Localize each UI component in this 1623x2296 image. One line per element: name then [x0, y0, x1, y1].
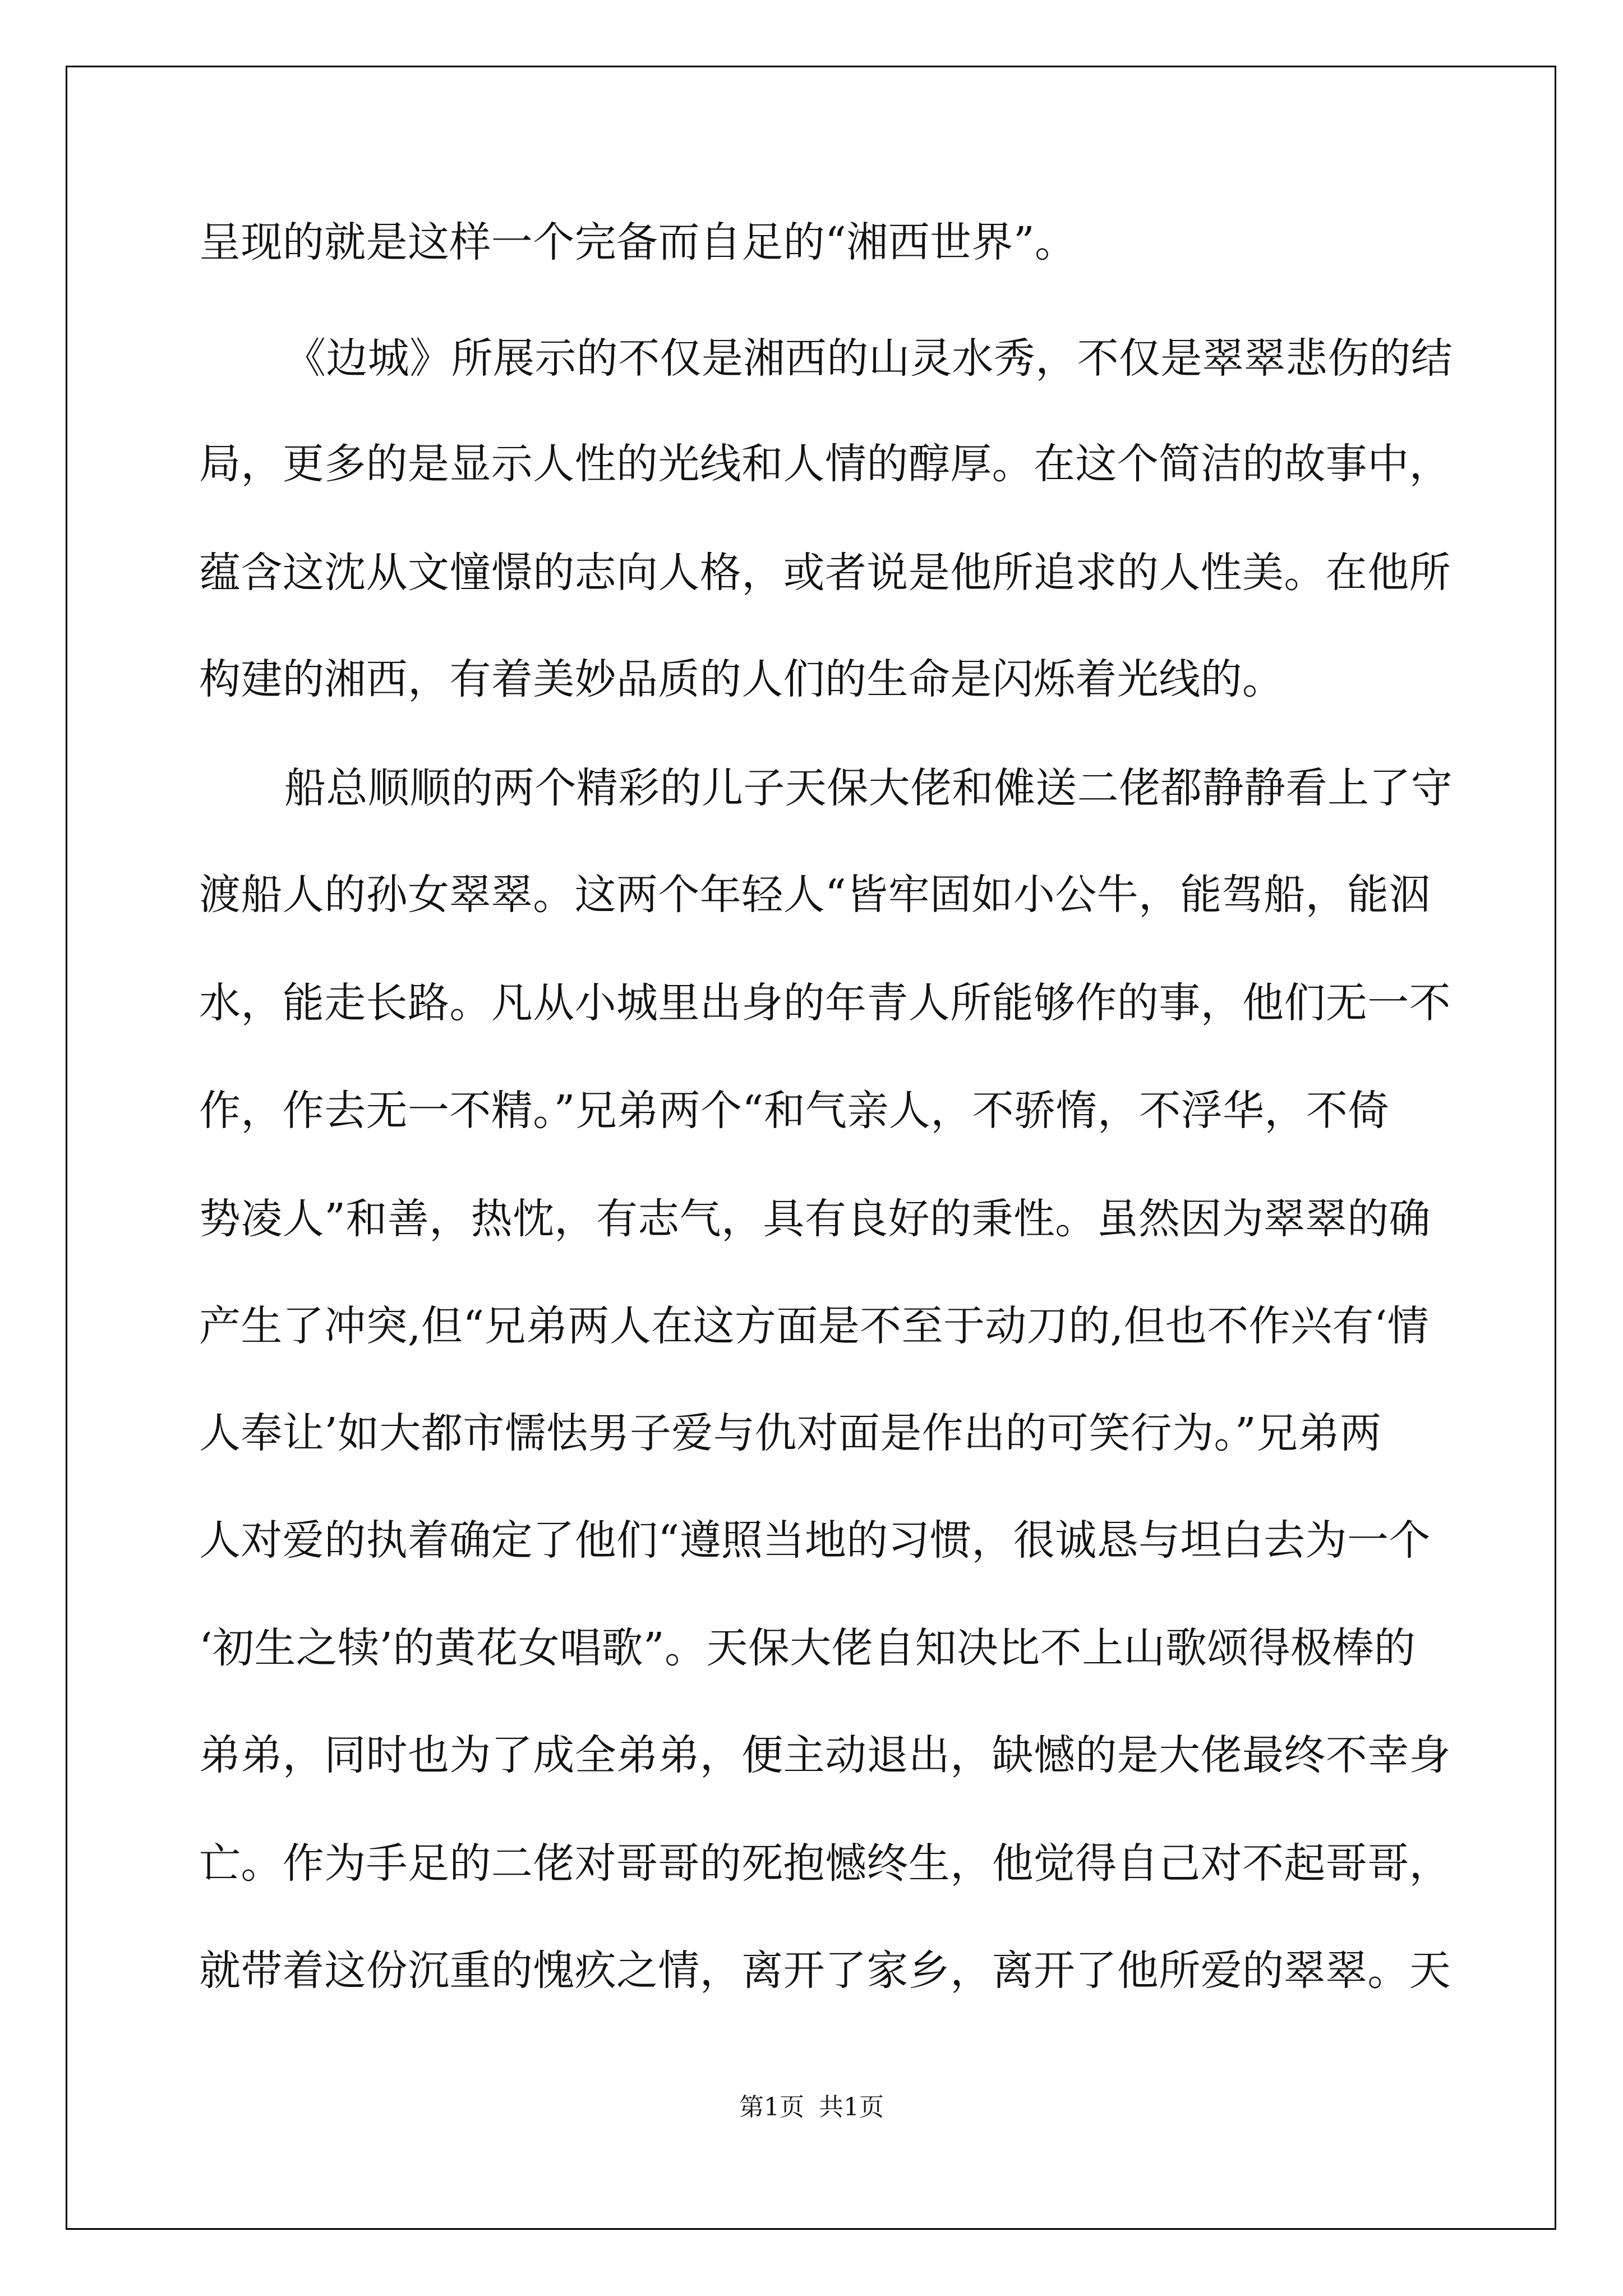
text-line: 弟弟，同时也为了成全弟弟，便主动退出，缺憾的是大佬最终不幸身: [199, 1731, 1451, 1779]
text-line: 人奉让’如大都市懦怯男子爱与仇对面是作出的可笑行为。”兄弟两: [199, 1409, 1382, 1457]
text-line: 蕴含这沈从文憧憬的志向人格，或者说是他所追求的人性美。在他所: [199, 549, 1451, 597]
text-line: 构建的湘西，有着美妙品质的人们的生命是闪烁着光线的。: [199, 655, 1284, 703]
text-line: ‘初生之犊’的黄花女唱歌”。天保大佬自知决比不上山歌颂得极棒的: [199, 1624, 1416, 1672]
text-line: 《边城》所展示的不仅是湘西的山灵水秀，不仅是翠翠悲伤的结: [284, 334, 1453, 383]
page-total: 共1页: [819, 2093, 884, 2122]
text-line: 亡。作为手足的二佬对哥哥的死抱憾终生，他觉得自己对不起哥哥，: [199, 1839, 1451, 1888]
text-line: 就带着这份沉重的愧疚之情，离开了家乡，离开了他所爱的翠翠。天: [199, 1947, 1451, 1995]
text-line: 水，能走长路。凡从小城里出身的年青人所能够作的事，他们无一不: [199, 979, 1451, 1027]
page-border: [66, 66, 1556, 2230]
text-line: 局，更多的是显示人性的光线和人情的醇厚。在这个简洁的故事中，: [199, 440, 1451, 488]
text-line: 渡船人的孙女翠翠。这两个年轻人“皆牢固如小公牛，能驾船，能泅: [199, 871, 1431, 919]
text-line: 作，作去无一不精。”兄弟两个“和气亲人，不骄惰，不浮华，不倚: [199, 1087, 1390, 1135]
text-line: 呈现的就是这样一个完备而自足的“湘西世界”。: [199, 218, 1077, 266]
page-number: 第1页: [739, 2093, 804, 2122]
text-line: 船总顺顺的两个精彩的儿子天保大佬和傩送二佬都静静看上了守: [284, 764, 1453, 812]
text-line: 势凌人”和善，热忱，有志气，具有良好的秉性。虽然因为翠翠的确: [199, 1195, 1431, 1243]
text-line: 产生了冲突,但“兄弟两人在这方面是不至于动刀的,但也不作兴有‘情: [199, 1302, 1430, 1350]
page-footer: [0, 2092, 1623, 2123]
text-line: 人对爱的执着确定了他们“遵照当地的习惯，很诚恳与坦白去为一个: [199, 1516, 1431, 1565]
